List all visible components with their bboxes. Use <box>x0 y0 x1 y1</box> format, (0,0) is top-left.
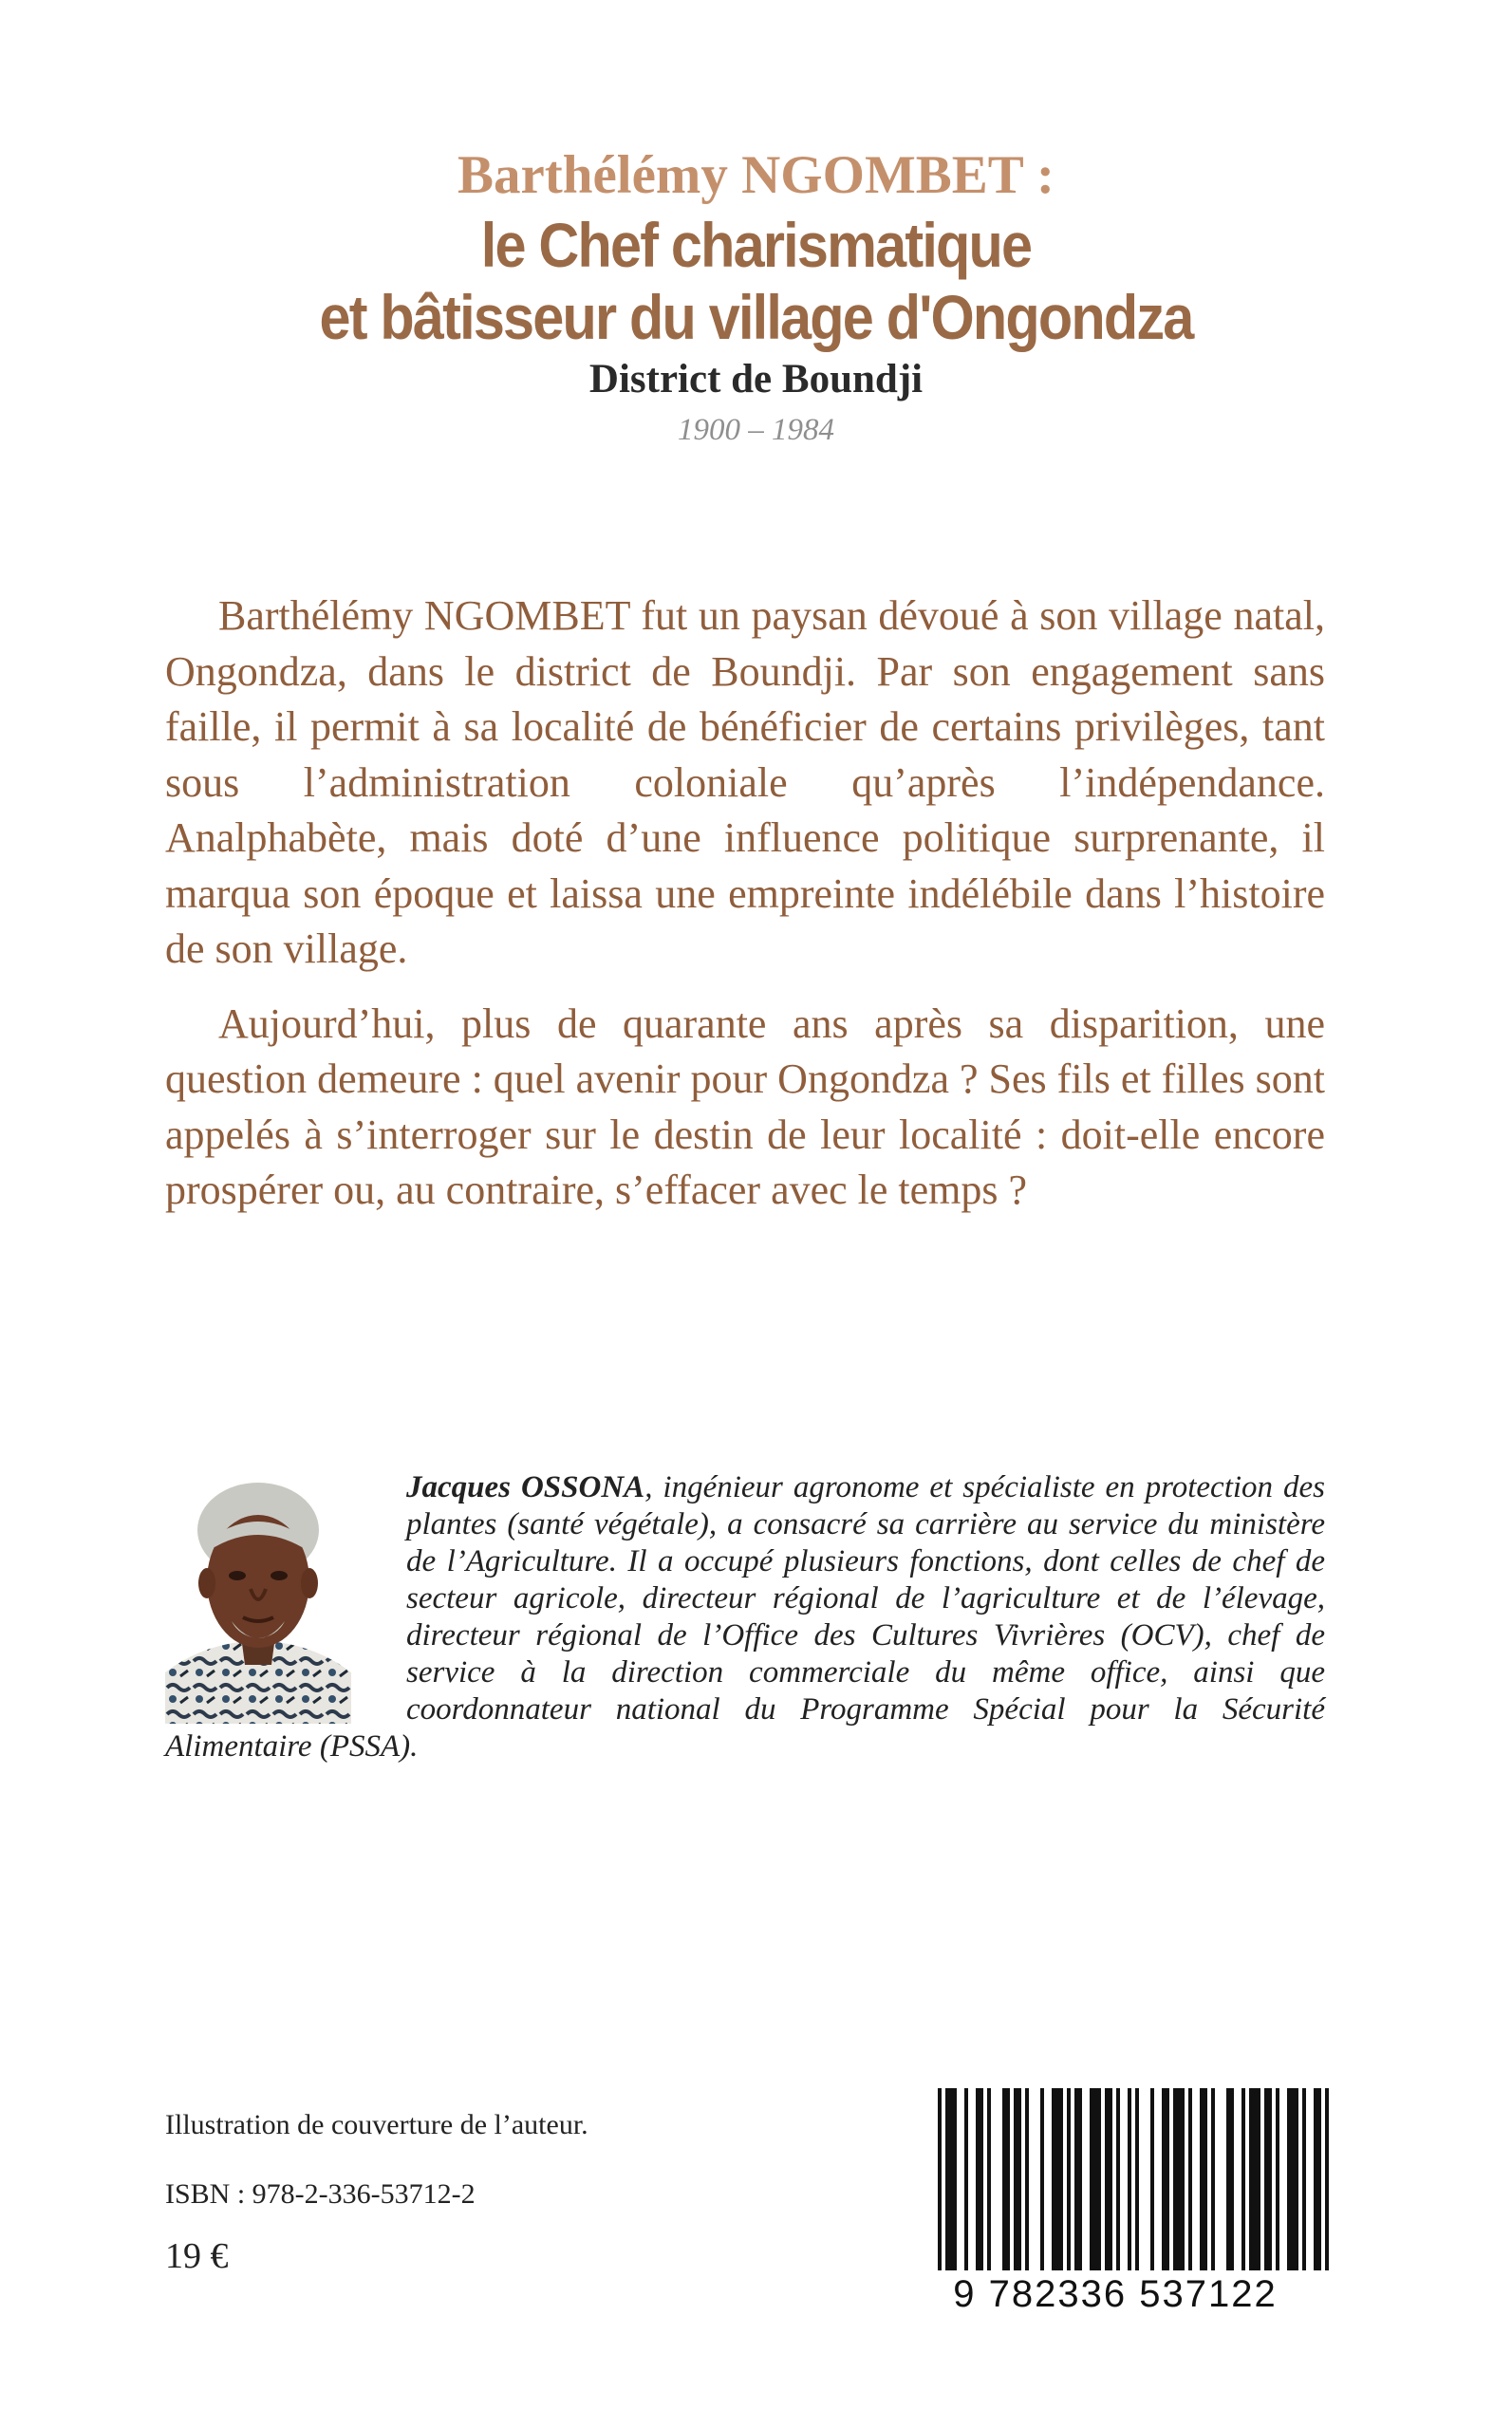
book-blurb <box>165 588 1325 1238</box>
barcode-bar <box>964 2088 968 2270</box>
isbn: ISBN : 978-2-336-53712-2 <box>165 2178 476 2210</box>
barcode-bar <box>1150 2088 1154 2270</box>
barcode-bar <box>1090 2088 1101 2270</box>
author-bio <box>165 1469 1325 1765</box>
barcode-bar <box>1105 2088 1112 2270</box>
blurb-paragraph-2: Aujourd’hui, plus de quarante ans après sa disparition, une question demeure : quel avenir pour Ongondza ? Ses fils et filles sont appelés à s’interroger sur le destin de leur localité : doit-elle encore prospérer ou, au contraire, s’effacer avec le temps ? <box>165 999 1325 1213</box>
barcode-bar <box>976 2088 983 2270</box>
author-title: Barthélémy NGOMBET : <box>457 145 1055 205</box>
barcode-bar <box>1074 2088 1082 2270</box>
barcode-bar <box>1302 2088 1306 2270</box>
barcode <box>900 2081 1332 2313</box>
barcode-bar <box>1264 2088 1272 2270</box>
author-name: Jacques OSSONA <box>406 1470 645 1504</box>
life-dates: 1900 – 1984 <box>678 413 834 447</box>
barcode-bar <box>1226 2088 1234 2270</box>
barcode-bar <box>1116 2088 1120 2270</box>
barcode-bar <box>1002 2088 1010 2270</box>
author-bio-text: , ingénieur agronome et spécialiste en protection des plantes (santé végétale), a consacré sa carrière au service du ministère de l’Agriculture. Il a occupé plusieurs fonctions, dont celles de chef de secteur agricole, directeur régional de l’agriculture et de l’élevage, directeur régional de l’Office des Cultures Vivrières (OCV), chef de service à la direction commerciale du même office, ainsi que coordonnateur national du Programme Spécial pour la Sécurité Alimentaire (PSSA). <box>165 1470 1325 1764</box>
blurb-paragraph-1: Barthélémy NGOMBET fut un paysan dévoué à son village natal, Ongondza, dans le district de Boundji. Par son engagement sans faille, il permit à sa localité de bénéficier de certains privilèges, tant sous l’administration coloniale qu’après l’indépendance. Analphabète, mais doté d’une influence politique surprenante, il marqua son époque et laissa une empreinte indélébile dans l’histoire de son village. <box>165 592 1325 972</box>
barcode-bar <box>1241 2088 1245 2270</box>
title-block <box>0 142 1512 454</box>
barcode-bar <box>1014 2088 1021 2270</box>
barcode-bar <box>938 2088 942 2270</box>
price: 19 € <box>165 2236 229 2276</box>
barcode-bar <box>945 2088 957 2270</box>
barcode-bar <box>1025 2088 1029 2270</box>
barcode-bar <box>1188 2088 1192 2270</box>
barcode-bar <box>1276 2088 1279 2270</box>
barcode-bar <box>1249 2088 1260 2270</box>
barcode-bar <box>1325 2088 1329 2270</box>
barcode-bar <box>1211 2088 1215 2270</box>
barcode-bar <box>1067 2088 1071 2270</box>
barcode-bar <box>1200 2088 1207 2270</box>
barcode-bar <box>1173 2088 1185 2270</box>
district-subtitle: District de Boundji <box>588 357 924 402</box>
author-portrait <box>165 1469 351 1724</box>
barcode-bar <box>1040 2088 1044 2270</box>
barcode-bar <box>1128 2088 1131 2270</box>
barcode-bar <box>1162 2088 1169 2270</box>
barcode-bar <box>1052 2088 1063 2270</box>
barcode-bar <box>1135 2088 1139 2270</box>
main-title-line-1: le Chef charismatique <box>480 210 1032 280</box>
barcode-digits: 9 782336 537122 <box>953 2273 1278 2313</box>
barcode-bar <box>1314 2088 1321 2270</box>
barcode-bar <box>1287 2088 1298 2270</box>
barcode-bar <box>987 2088 991 2270</box>
main-title-line-2: et bâtisseur du village d'Ongondza <box>319 282 1193 352</box>
cover-illustration-credit: Illustration de couverture de l’auteur. <box>165 2109 588 2140</box>
